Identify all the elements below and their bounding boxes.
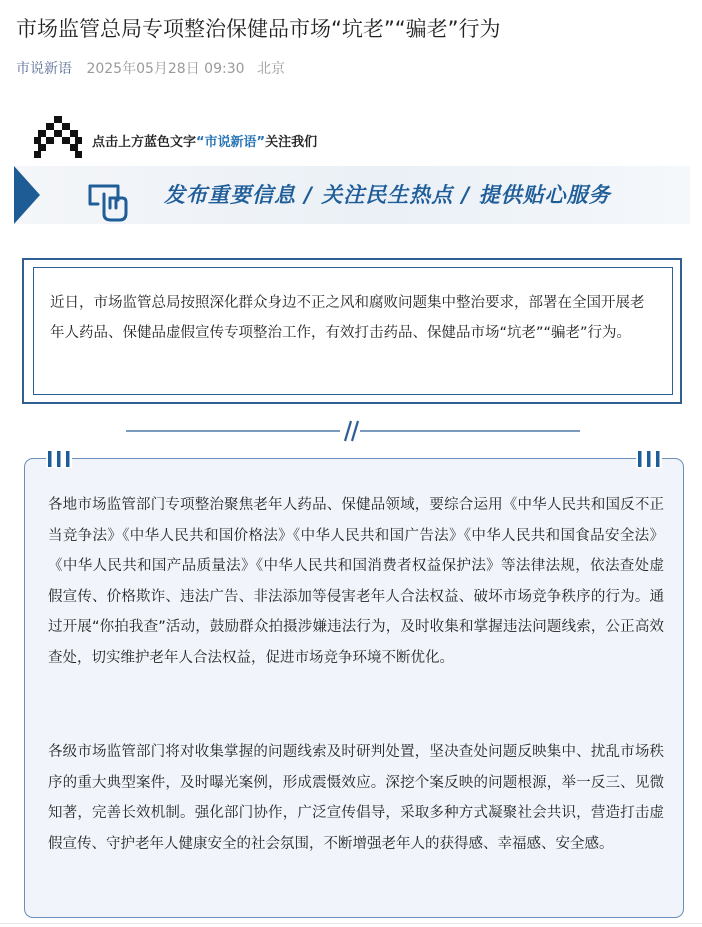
body-paragraph: 各地市场监管部门专项整治聚焦老年人药品、保健品领域，要综合运用《中华人民共和国反不正当竞争法》《中华人民共和国价格法》《中华人民共和国广告法》《中华人民共和国食品安全法》《中华人民共和国产品质量法》《中华人民共和国消费者权益保护法》等法律法规，依法查处虚假宣传、价格欺诈、违法广告、非法添加等侵害老年人合法权益、破坏市场竞争秩序的行为。通过开展“你拍我查”活动，鼓励群众拍摄涉嫌违法行为，及时收集和掌握违法问题线索，公正高效查处，切实维护老年人合法权益，促进市场竞争环境不断优化。 (48, 497, 664, 666)
hand-pointer-icon (84, 178, 136, 222)
follow-suffix: 关注我们 (265, 135, 318, 150)
follow-prefix: 点击上方蓝色文字 (92, 135, 197, 150)
section-divider (126, 416, 580, 446)
banner-slogan: 发布重要信息 / 关注民生热点 / 提供贴心服务 (164, 183, 611, 207)
body-paragraph: 各级市场监管部门将对收集掌握的问题线索及时研判处置，坚决查处问题反映集中、扰乱市场秩序的重大典型案件，及时曝光案例，形成震慑效应。深挖个案反映的问题根源，举一反三、见微知著，完善长效机制。强化部门协作，广泛宣传倡导，采取多种方式凝聚社会共识，营造打击虚假宣传、守护老年人健康安全的社会氛围，不断增强老年人的获得感、幸福感、安全感。 (48, 744, 664, 852)
follow-prompt (92, 131, 317, 150)
decor-bars-icon (636, 450, 662, 468)
account-link[interactable]: 市说新语 (16, 61, 72, 77)
decor-bars-icon (46, 450, 72, 468)
article-title: 市场监管总局专项整治保健品市场“坑老”“骗老”行为 (16, 17, 501, 41)
publish-location: 北京 (256, 61, 285, 77)
follow-account-link[interactable]: “市说新语” (196, 135, 266, 150)
bottom-divider (0, 923, 702, 924)
intro-box (33, 267, 673, 395)
banner-arrow-icon (14, 166, 40, 224)
intro-text: 近日，市场监管总局按照深化群众身边不正之风和腐败问题集中整治要求，部署在全国开展老年人药品、保健品虚假宣传专项整治工作，有效打击药品、保健品市场“坑老”“骗老”行为。 (50, 295, 645, 341)
publish-date: 2025年05月28日 09:30 (86, 61, 245, 77)
qr-pattern-icon (34, 116, 82, 158)
article-meta (16, 58, 285, 78)
slogan-banner (14, 166, 690, 224)
